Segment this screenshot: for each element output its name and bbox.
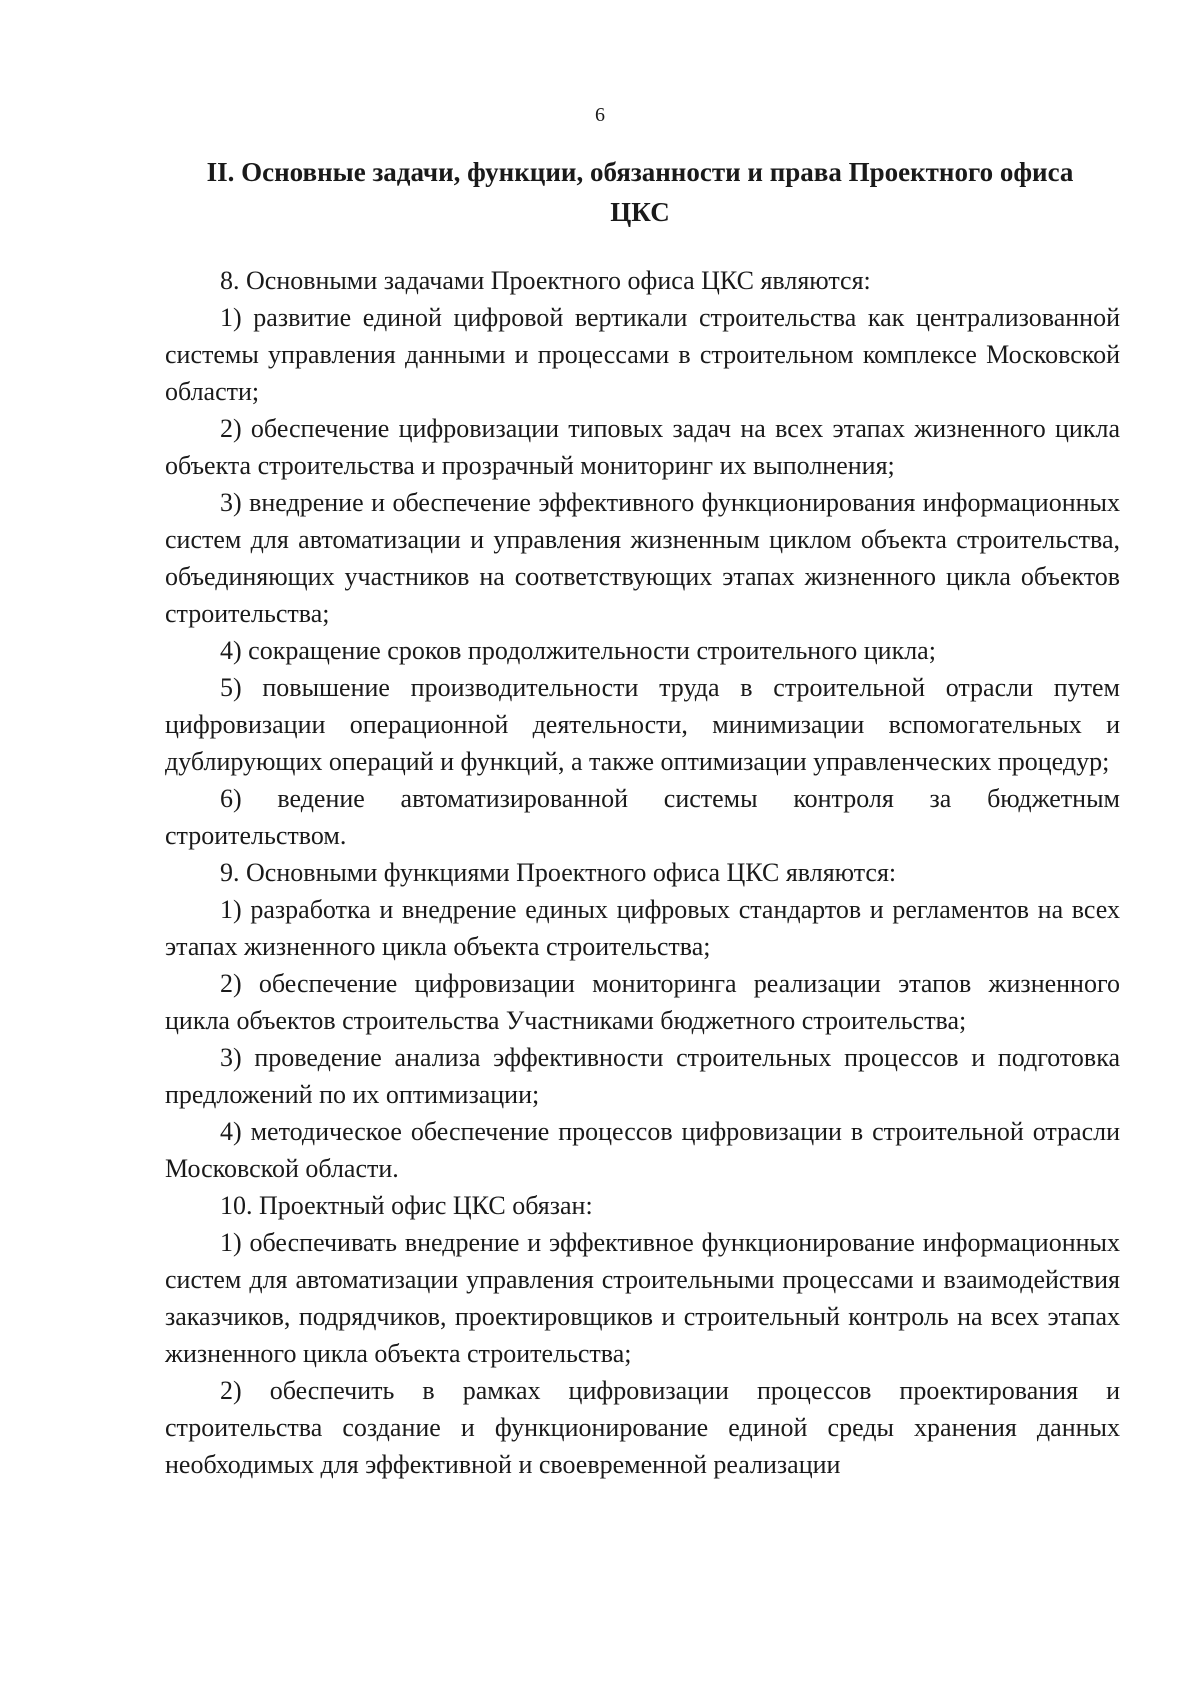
list-item: 1) обеспечивать внедрение и эффективное функционирование информационных систем для автоматизации управления строительными процессами и взаимодействия заказчиков, подрядчиков, проектировщиков и строительный контроль на всех этапах жизненного цикла объекта строительства; — [165, 1228, 1120, 1368]
paragraph-8-heading: 8. Основными задачами Проектного офиса ЦКС являются: — [220, 266, 871, 295]
list-item: 5) повышение производительности труда в строительной отрасли путем цифровизации операционной деятельности, минимизации вспомогательных и дублирующих операций и функций, а также оптимизации управленческих процедур; — [165, 673, 1120, 776]
paragraph-9-heading: 9. Основными функциями Проектного офиса ЦКС являются: — [220, 858, 897, 887]
list-item: 3) проведение анализа эффективности строительных процессов и подготовка предложений по их оптимизации; — [165, 1043, 1120, 1109]
section-title — [160, 152, 1120, 232]
page-number: 6 — [595, 104, 605, 126]
list-item: 1) развитие единой цифровой вертикали строительства как централизованной системы управления данными и процессами в строительном комплексе Московской области; — [165, 303, 1120, 406]
list-item: 2) обеспечить в рамках цифровизации процессов проектирования и строительства создание и функционирование единой среды хранения данных необходимых для эффективной и своевременной реализации — [165, 1376, 1120, 1479]
list-item: 2) обеспечение цифровизации мониторинга реализации этапов жизненного цикла объектов строительства Участниками бюджетного строительства; — [165, 969, 1120, 1035]
list-item: 1) разработка и внедрение единых цифровых стандартов и регламентов на всех этапах жизненного цикла объекта строительства; — [165, 895, 1120, 961]
list-item: 3) внедрение и обеспечение эффективного функционирования информационных систем для автоматизации и управления жизненным циклом объекта строительства, объединяющих участников на соответствующих этапах жизненного цикла объектов строительства; — [165, 488, 1120, 628]
list-item: 4) сокращение сроков продолжительности строительного цикла; — [220, 636, 936, 665]
list-item: 6) ведение автоматизированной системы контроля за бюджетным строительством. — [165, 784, 1120, 850]
document-body — [165, 262, 1120, 1483]
list-item: 2) обеспечение цифровизации типовых задач на всех этапах жизненного цикла объекта строительства и прозрачный мониторинг их выполнения; — [165, 414, 1120, 480]
list-item: 4) методическое обеспечение процессов цифровизации в строительной отрасли Московской области. — [165, 1117, 1120, 1183]
section-title-line-2: ЦКС — [610, 197, 670, 227]
section-title-line-1: II. Основные задачи, функции, обязанности и права Проектного офиса — [206, 157, 1074, 187]
paragraph-10-heading: 10. Проектный офис ЦКС обязан: — [220, 1191, 593, 1220]
